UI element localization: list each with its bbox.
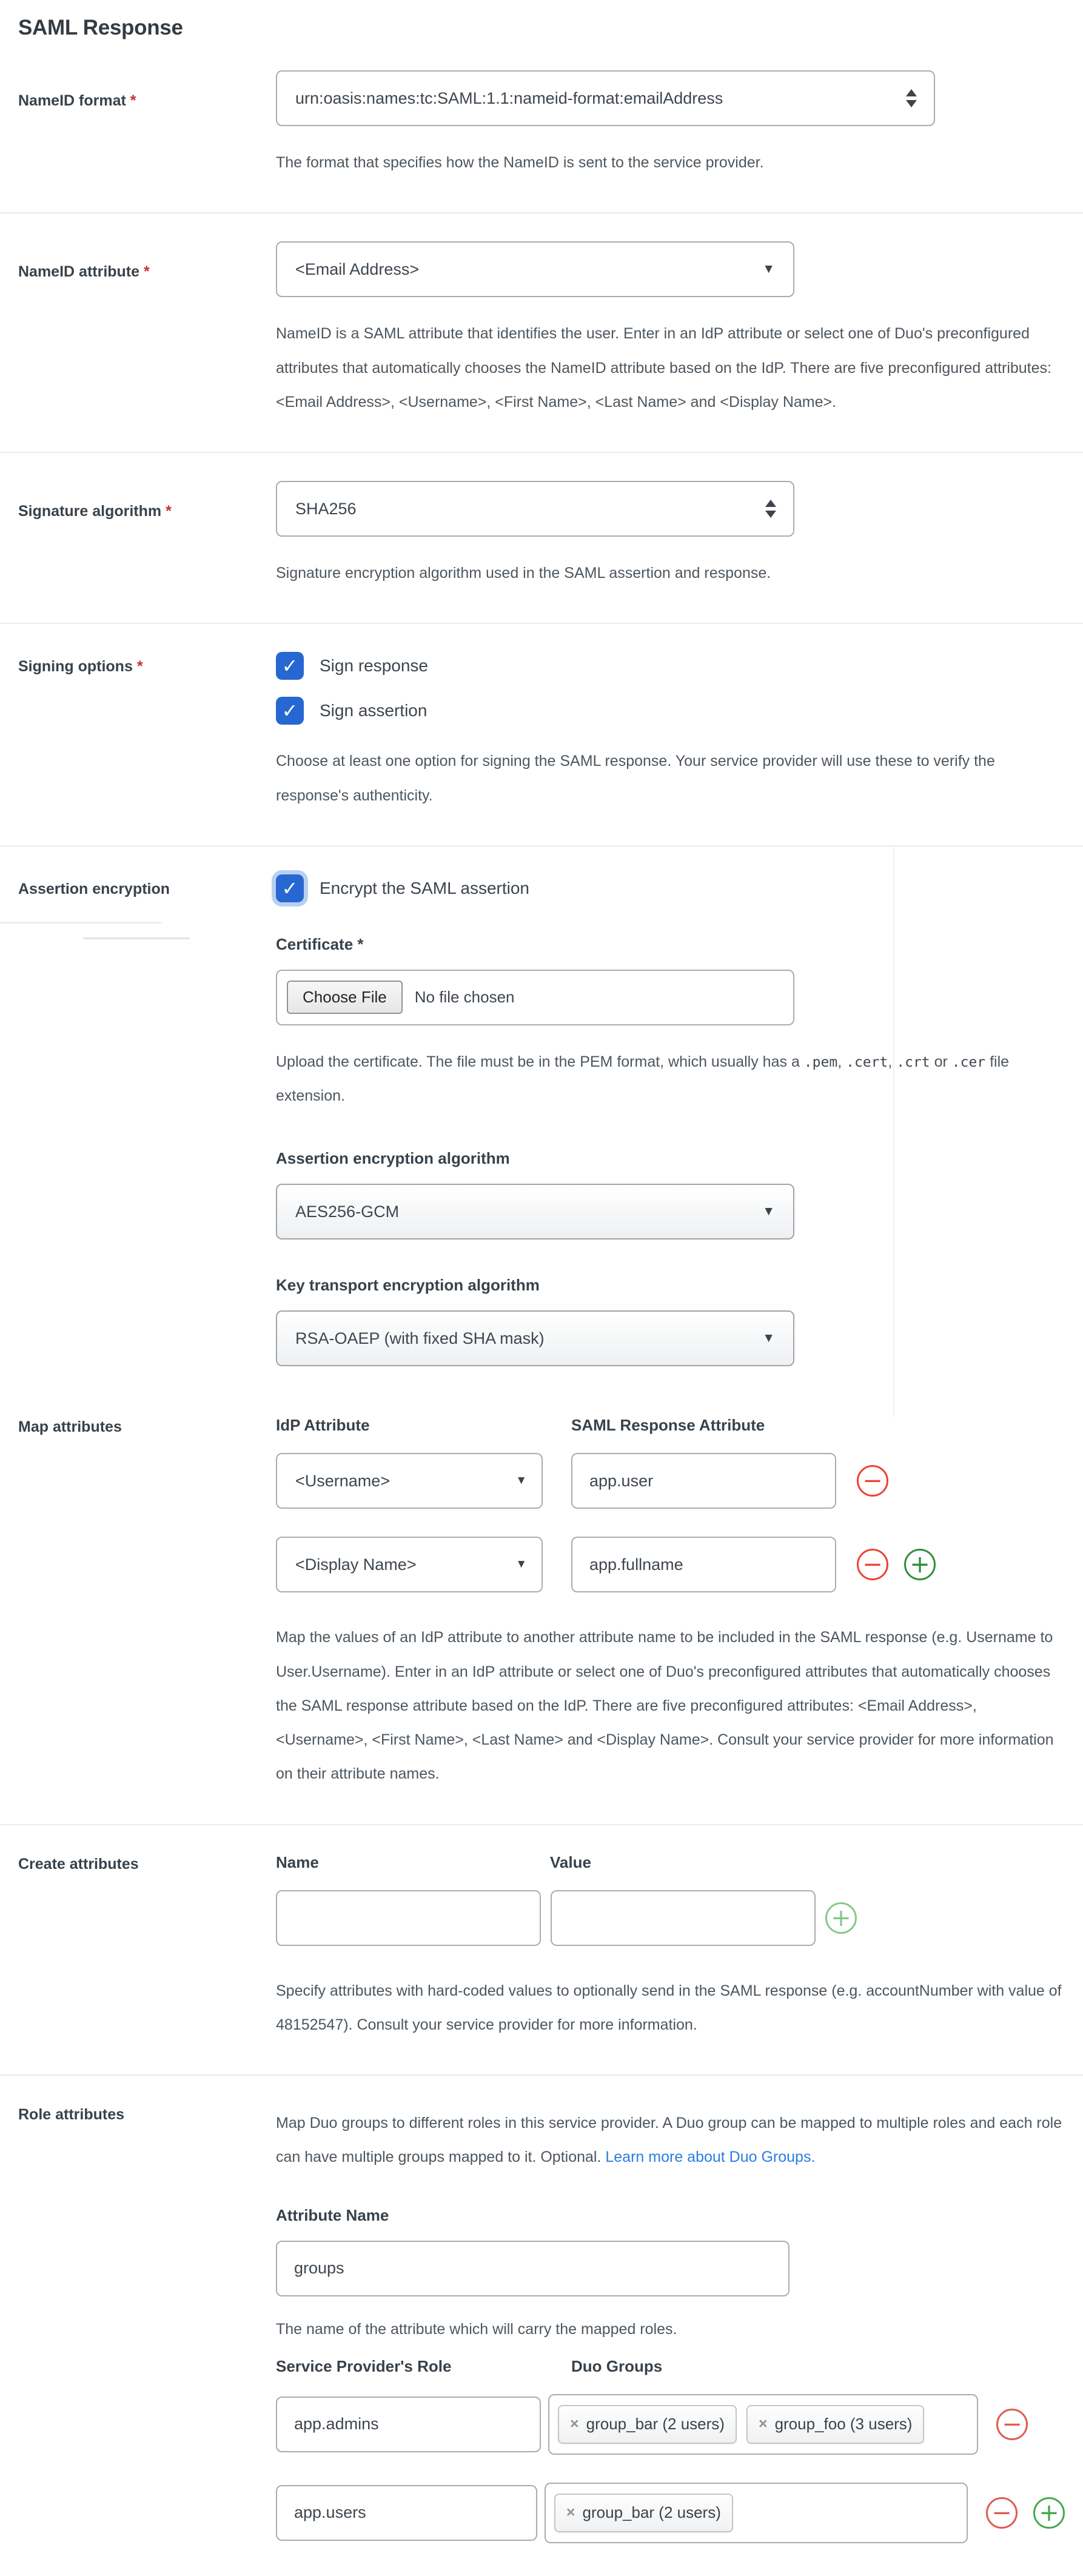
- nameid-format-select[interactable]: [276, 70, 935, 126]
- saml-response-attribute-input[interactable]: [571, 1537, 836, 1592]
- assertion-encryption-algorithm-value: AES256-GCM: [295, 1202, 400, 1221]
- chevron-down-icon: ▼: [515, 1474, 527, 1488]
- choose-file-button[interactable]: Choose File: [287, 981, 403, 1014]
- field-label-signature-algorithm: Signature algorithm *: [18, 503, 172, 520]
- group-tag-label: group_bar (2 users): [582, 2503, 721, 2522]
- col-header-name: Name: [276, 1853, 319, 1871]
- check-icon: ✓: [281, 700, 298, 722]
- duo-groups-multiselect[interactable]: [548, 2394, 978, 2455]
- col-header-duo-groups: Duo Groups: [571, 2356, 663, 2375]
- tag-remove-icon[interactable]: ×: [758, 2415, 768, 2433]
- remove-row-button[interactable]: −: [857, 1465, 888, 1497]
- group-tag: [558, 2405, 737, 2444]
- chevron-down-icon: ▼: [515, 1558, 527, 1571]
- group-tag: [554, 2494, 733, 2532]
- role-attribute-name-input[interactable]: [276, 2241, 790, 2296]
- key-transport-algorithm-select[interactable]: [276, 1310, 794, 1366]
- map-attribute-row: [276, 1453, 1065, 1509]
- encrypt-assertion-checkbox[interactable]: [276, 874, 304, 902]
- attribute-name-input[interactable]: [276, 1890, 541, 1946]
- select-arrows-icon: [765, 500, 776, 518]
- assertion-encryption-algorithm-label: Assertion encryption algorithm: [276, 1149, 510, 1168]
- chevron-down-icon: ▼: [762, 1204, 775, 1219]
- chevron-down-icon: ▼: [762, 262, 775, 277]
- saml-response-attribute-input[interactable]: [571, 1453, 836, 1509]
- field-label-role-attributes: Role attributes: [18, 2106, 125, 2123]
- required-asterisk: *: [166, 503, 172, 520]
- tag-remove-icon[interactable]: ×: [566, 2504, 575, 2521]
- field-label-nameid-format: NameID format *: [18, 92, 136, 109]
- tag-remove-icon[interactable]: ×: [570, 2415, 579, 2433]
- section-signature-algorithm: [0, 452, 1083, 623]
- idp-attribute-value: <Username>: [295, 1471, 391, 1490]
- attribute-value-input[interactable]: [551, 1890, 816, 1946]
- attribute-name-help: The name of the attribute which will carry the mapped roles.: [276, 2320, 677, 2338]
- role-attribute-row: [276, 2394, 1065, 2455]
- group-tag: [746, 2405, 925, 2444]
- assertion-encryption-algorithm-select[interactable]: [276, 1184, 794, 1239]
- file-ext-cer: .cer: [951, 1054, 986, 1070]
- section-create-attributes: [0, 1824, 1083, 2075]
- add-row-button[interactable]: +: [825, 1902, 857, 1934]
- service-provider-role-input[interactable]: [276, 2485, 537, 2541]
- signature-algorithm-select[interactable]: [276, 481, 794, 537]
- nameid-attribute-value: <Email Address>: [295, 260, 420, 278]
- map-attribute-row: [276, 1537, 1065, 1592]
- sign-response-checkbox[interactable]: [276, 652, 304, 680]
- attribute-name-label: Attribute Name: [276, 2205, 389, 2224]
- remove-row-button[interactable]: −: [857, 1549, 888, 1580]
- check-icon: ✓: [281, 655, 298, 677]
- section-highlight-edge: [893, 847, 894, 1418]
- col-header-service-provider-role: Service Provider's Role: [276, 2356, 452, 2375]
- idp-attribute-select[interactable]: [276, 1537, 543, 1592]
- col-header-saml-response-attribute: SAML Response Attribute: [571, 1416, 765, 1435]
- role-attributes-intro: Map Duo groups to different roles in this service provider. A Duo group can be mapped to multiple roles and each role can have multiple groups mapped to it. Optional. Learn more about Duo Groups.: [276, 2115, 1062, 2166]
- add-row-button[interactable]: +: [1033, 2497, 1065, 2529]
- nameid-attribute-select[interactable]: [276, 241, 794, 297]
- section-nameid-attribute: [0, 212, 1083, 452]
- page-title: SAML Response: [18, 16, 183, 39]
- duo-groups-link[interactable]: Learn more about Duo Groups.: [605, 2148, 816, 2166]
- chevron-down-icon: ▼: [762, 1331, 775, 1346]
- check-icon: ✓: [281, 877, 298, 899]
- group-tag-label: group_foo (3 users): [774, 2415, 913, 2433]
- create-attributes-help: Specify attributes with hard-coded values to optionally send in the SAML response (e.g. accountNumber with value of 48152547). Consult your service provider for more information.: [276, 1982, 1062, 2033]
- service-provider-role-input[interactable]: [276, 2397, 541, 2452]
- certificate-label: Certificate *: [276, 934, 364, 953]
- sign-response-label: Sign response: [320, 656, 429, 676]
- signing-options-help: Choose at least one option for signing the SAML response. Your service provider will use these to verify the response's authenticity.: [276, 753, 995, 804]
- remove-row-button[interactable]: −: [996, 2409, 1028, 2440]
- role-attribute-row: [276, 2483, 1065, 2543]
- file-chosen-status: No file chosen: [414, 988, 515, 1007]
- idp-attribute-select[interactable]: [276, 1453, 543, 1509]
- field-label-map-attributes: Map attributes: [18, 1418, 122, 1436]
- remove-row-button[interactable]: −: [986, 2497, 1018, 2529]
- section-signing-options: [0, 623, 1083, 845]
- file-ext-crt: .crt: [896, 1054, 930, 1070]
- required-asterisk: *: [136, 658, 143, 676]
- field-label-create-attributes: Create attributes: [18, 1855, 139, 1873]
- nameid-attribute-help: NameID is a SAML attribute that identifies the user. Enter in an IdP attribute or select one of Duo's preconfigured attributes that automatically chooses the NameID attribute based on the IdP. There are five preconfigured attributes: <Email Address>, <Username>, <First Name>, <Last Name> and <Display Name>.: [276, 325, 1051, 411]
- encrypt-assertion-label: Encrypt the SAML assertion: [320, 878, 530, 897]
- duo-groups-multiselect[interactable]: [545, 2483, 968, 2543]
- signature-algorithm-value: SHA256: [295, 499, 357, 518]
- section-map-attributes: [0, 1399, 1083, 1823]
- field-label-nameid-attribute: NameID attribute *: [18, 263, 150, 281]
- map-attributes-help: Map the values of an IdP attribute to another attribute name to be included in the SAML response (e.g. Username to User.Username). Enter in an IdP attribute or select one of Duo's preconfigured attributes that automatically chooses the SAML response attribute based on the IdP. There are five preconfigured attributes: <Email Address>, <Username>, <First Name>, <Last Name> and <Display Name>. Consult your service provider for more information on their attribute names.: [276, 1629, 1054, 1783]
- col-header-idp-attribute: IdP Attribute: [276, 1416, 370, 1435]
- idp-attribute-value: <Display Name>: [295, 1555, 417, 1574]
- certificate-file-input: [276, 970, 794, 1025]
- sign-assertion-label: Sign assertion: [320, 701, 428, 720]
- nameid-format-value: urn:oasis:names:tc:SAML:1.1:nameid-format:emailAddress: [295, 89, 723, 107]
- section-nameid-format: [0, 42, 1083, 212]
- certificate-help: Upload the certificate. The file must be in the PEM format, which usually has a .pem, .cert, .crt or .cer file extension.: [276, 1053, 1010, 1104]
- field-label-signing-options: Signing options *: [18, 658, 143, 676]
- required-asterisk: *: [130, 92, 136, 109]
- sign-assertion-checkbox[interactable]: [276, 697, 304, 725]
- key-transport-algorithm-value: RSA-OAEP (with fixed SHA mask): [295, 1329, 545, 1347]
- file-ext-cert: .cert: [846, 1054, 888, 1070]
- signature-algorithm-help: Signature encryption algorithm used in the SAML assertion and response.: [276, 565, 771, 582]
- select-arrows-icon: [906, 89, 917, 107]
- divider-artifact: [0, 922, 161, 924]
- divider-artifact: [83, 937, 190, 939]
- col-header-value: Value: [550, 1853, 591, 1871]
- required-asterisk: *: [144, 263, 150, 281]
- section-assertion-encryption: [0, 845, 1083, 1400]
- add-row-button[interactable]: +: [904, 1549, 936, 1580]
- nameid-format-help: The format that specifies how the NameID is sent to the service provider.: [276, 154, 764, 171]
- section-role-attributes: [0, 2075, 1083, 2576]
- field-label-assertion-encryption: Assertion encryption: [18, 880, 170, 897]
- group-tag-label: group_bar (2 users): [586, 2415, 725, 2433]
- file-ext-pem: .pem: [803, 1054, 838, 1070]
- key-transport-algorithm-label: Key transport encryption algorithm: [276, 1276, 540, 1295]
- create-attribute-row: [276, 1890, 1065, 1946]
